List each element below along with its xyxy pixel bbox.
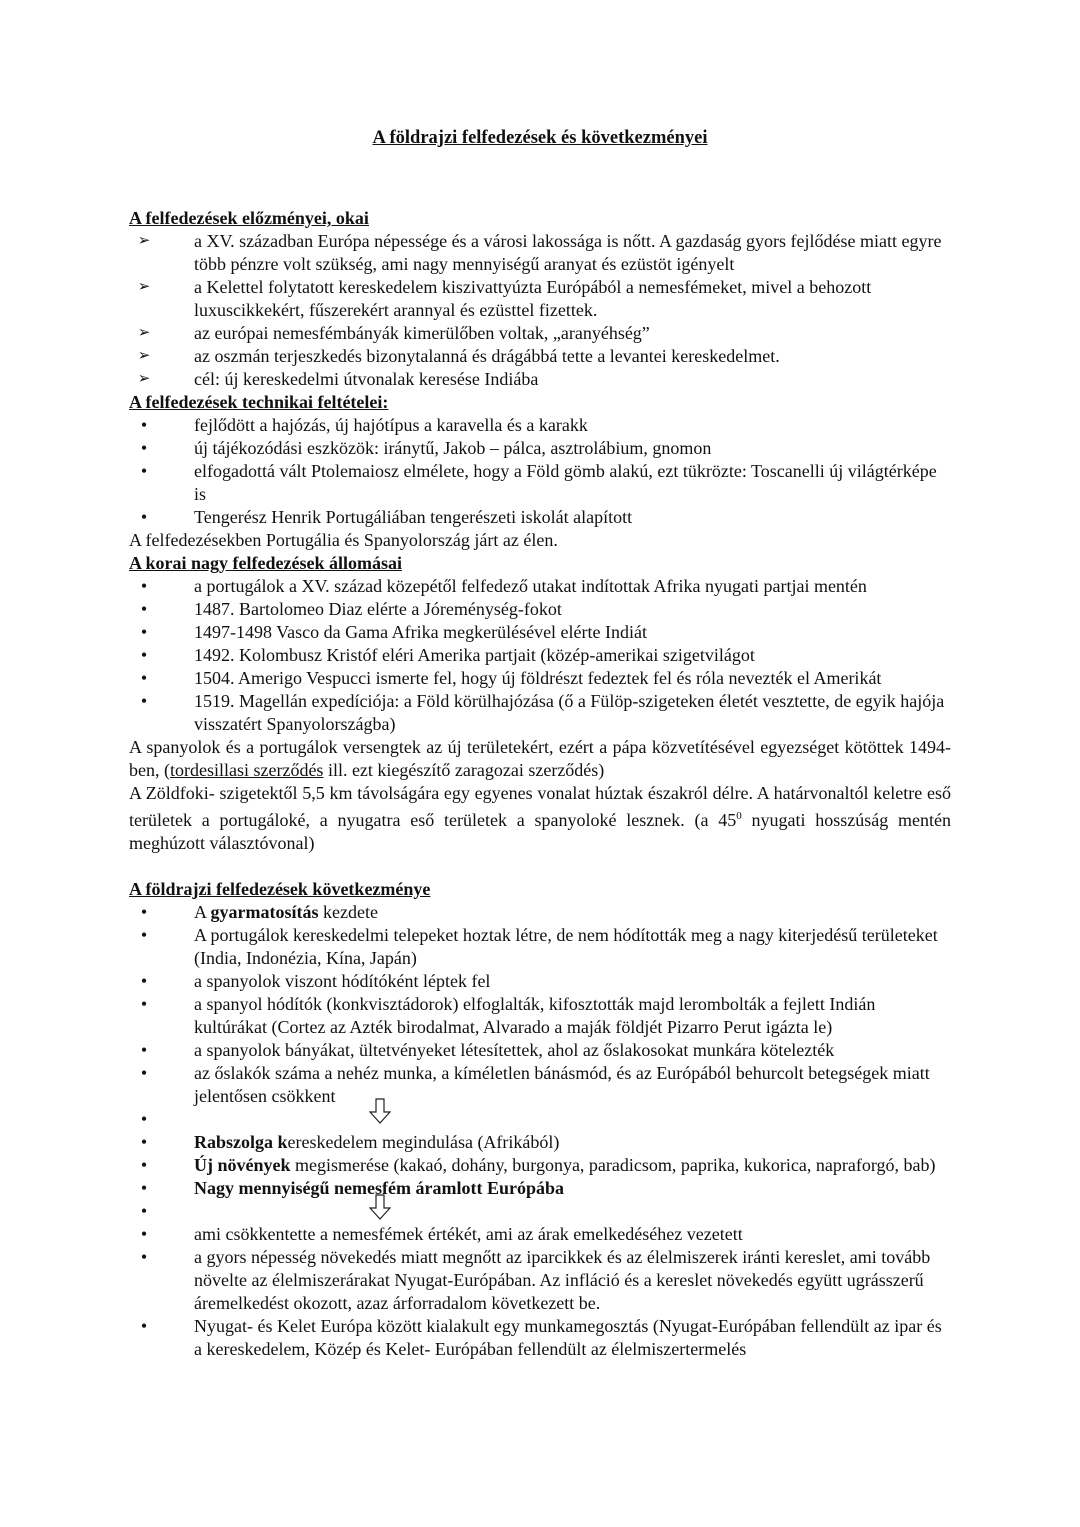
bullet-icon: • <box>140 622 148 642</box>
bullet-icon: • <box>140 645 148 665</box>
section-heading-consequences: A földrajzi felfedezések következménye <box>129 879 431 899</box>
list-item: • a portugálok a XV. század közepétől felfedező utakat indítottak Afrika nyugati partjai mentén <box>129 575 951 598</box>
list-item: • A portugálok kereskedelmi telepeket hoztak létre, de nem hódították meg a nagy kiterjedésű területeket (India, Indonézia, Kína, Japán) <box>129 924 951 970</box>
list-item-arrow-row <box>129 1108 951 1131</box>
list-item: ➢ cél: új kereskedelmi útvonalak keresése Indiába <box>129 368 951 391</box>
list-item: ➢ a XV. században Európa népessége és a városi lakossága is nőtt. A gazdaság gyors fejlődése miatt egyre több pénzre volt szükség, ami nagy mennyiségű aranyat és ezüstöt igényelt <box>129 230 951 276</box>
consequences-list <box>129 901 951 1361</box>
arrow-bullet-icon: ➢ <box>137 348 151 364</box>
list-item: • 1519. Magellán expedíciója: a Föld körülhajózása (ő a Fülöp-szigeteken életét vesztette, de egyik hajója visszatért Spanyolországba) <box>129 690 951 736</box>
list-item: • a gyors népesség növekedés miatt megnőtt az iparcikkek és az élelmiszerek iránti kereslet, ami tovább növelte az élelmiszerárakat Nyugat-Európában. Az infláció és a kereslet növekedés együtt ugrásszerű áremelkedést okozott, azaz árforradalom következett be. <box>129 1246 951 1315</box>
section-heading-discoveries: A korai nagy felfedezések állomásai <box>129 553 402 573</box>
bullet-icon: • <box>140 438 148 458</box>
list-item: • elfogadottá vált Ptolemaiosz elmélete, hogy a Föld gömb alakú, ezt tükrözte: Toscanelli új világtérképe is <box>129 460 951 506</box>
list-item: • az őslakók száma a nehéz munka, a kíméletlen bánásmód, és az Európából behurcolt betegségek miatt jelentősen csökkent <box>129 1062 951 1108</box>
technical-list <box>129 414 951 529</box>
bullet-icon: • <box>140 1063 148 1083</box>
bullet-icon: • <box>140 461 148 481</box>
demarcation-paragraph: A Zöldfoki- szigetektől 5,5 km távolságára egy egyenes vonalat húztak északról délre. A határvonaltól keletre eső területek a portugáloké, a nyugatra eső területek a spanyoloké lesznek. (a $45^0$ nyugati hosszúság mentén meghúzott választóvonal) <box>129 783 952 853</box>
treaty-paragraph: A spanyolok és a portugálok versengtek az új területekért, ezért a pápa közvetítésével egyezséget kötöttek 1494-ben, (tordesillasi szerződés ill. ezt kiegészítő zaragozai szerződés) <box>129 737 951 780</box>
bullet-icon: • <box>140 902 148 922</box>
page-title: A földrajzi felfedezések és következményei <box>372 128 708 148</box>
bullet-icon: • <box>140 1247 148 1267</box>
bullet-icon: • <box>140 415 148 435</box>
bullet-icon: • <box>140 1201 148 1221</box>
bullet-icon: • <box>140 1109 148 1129</box>
bullet-icon: • <box>140 1316 148 1336</box>
bullet-icon: • <box>140 507 148 527</box>
leaders-sentence: A felfedezésekben Portugália és Spanyolország járt az élen. <box>129 530 558 550</box>
list-item: • Tengerész Henrik Portugáliában tengerészeti iskolát alapított <box>129 506 951 529</box>
bullet-icon: • <box>140 599 148 619</box>
list-item: • 1504. Amerigo Vespucci ismerte fel, hogy új földrészt fedeztek fel és róla nevezték el Amerikát <box>129 667 951 690</box>
bullet-icon: • <box>140 691 148 711</box>
bullet-icon: • <box>140 1155 148 1175</box>
down-arrow-icon <box>369 1194 391 1220</box>
down-arrow-icon <box>369 1098 391 1124</box>
section-heading-causes: A felfedezések előzményei, okai <box>129 208 369 228</box>
bullet-icon: • <box>140 994 148 1014</box>
causes-list <box>129 230 951 391</box>
arrow-bullet-icon: ➢ <box>137 279 151 295</box>
bullet-icon: • <box>140 668 148 688</box>
list-item: • a spanyol hódítók (konkvisztádorok) elfoglalták, kifosztották majd lerombolták a fejlett Indián kultúrákat (Cortez az Azték birodalmat, Alvarado a maják földjét Pizarro Perut igázta le) <box>129 993 951 1039</box>
bullet-icon: • <box>140 971 148 991</box>
discoveries-list <box>129 575 951 736</box>
list-item: • 1487. Bartolomeo Diaz elérte a Jóreménység-fokot <box>129 598 951 621</box>
list-item: • ami csökkentette a nemesfémek értékét, ami az árak emelkedéséhez vezetett <box>129 1223 951 1246</box>
arrow-bullet-icon: ➢ <box>137 233 151 249</box>
list-item: ➢ az oszmán terjeszkedés bizonytalanná és drágábbá tette a levantei kereskedelmet. <box>129 345 951 368</box>
list-item: • 1497-1498 Vasco da Gama Afrika megkerülésével elérte Indiát <box>129 621 951 644</box>
list-item-arrow-row <box>129 1200 951 1223</box>
list-item: ➢ az európai nemesfémbányák kimerülőben voltak, „aranyéhség” <box>129 322 951 345</box>
bullet-icon: • <box>140 925 148 945</box>
list-item: • Nyugat- és Kelet Európa között kialakult egy munkamegosztás (Nyugat-Európában fellendült az ipar és a kereskedelem, Közép és Kelet- Európában fellendült az élelmiszertermelés <box>129 1315 951 1361</box>
list-item: • új tájékozódási eszközök: iránytű, Jakob – pálca, asztrolábium, gnomon <box>129 437 951 460</box>
arrow-bullet-icon: ➢ <box>137 325 151 341</box>
list-item: • fejlődött a hajózás, új hajótípus a karavella és a karakk <box>129 414 951 437</box>
list-item: • a spanyolok viszont hódítóként léptek fel <box>129 970 951 993</box>
bullet-icon: • <box>140 1224 148 1244</box>
spacer <box>129 855 951 878</box>
bullet-icon: • <box>140 1040 148 1060</box>
list-item: • A gyarmatosítás kezdete <box>129 901 951 924</box>
list-item: • 1492. Kolombusz Kristóf eléri Amerika partjait (közép-amerikai szigetvilágot <box>129 644 951 667</box>
list-item: ➢ a Kelettel folytatott kereskedelem kiszivattyúzta Európából a nemesfémeket, mivel a behozott luxuscikkekért, fűszerekért arannyal és ezüsttel fizettek. <box>129 276 951 322</box>
list-item: • Nagy mennyiségű nemesfém áramlott Európába <box>129 1177 951 1200</box>
list-item: • Új növények megismerése (kakaó, dohány, burgonya, paradicsom, paprika, kukorica, napraforgó, bab) <box>129 1154 951 1177</box>
tordesillas-link-text: tordesillasi szerződés <box>169 760 324 780</box>
list-item: • a spanyolok bányákat, ültetvényeket létesítettek, ahol az őslakosokat munkára kötelezték <box>129 1039 951 1062</box>
section-heading-technical: A felfedezések technikai feltételei: <box>129 392 389 412</box>
document-page <box>129 125 951 1361</box>
list-item: • Rabszolga kereskedelem megindulása (Afrikából) <box>129 1131 951 1154</box>
bullet-icon: • <box>140 576 148 596</box>
arrow-bullet-icon: ➢ <box>137 371 151 387</box>
bullet-icon: • <box>140 1178 148 1198</box>
bullet-icon: • <box>140 1132 148 1152</box>
